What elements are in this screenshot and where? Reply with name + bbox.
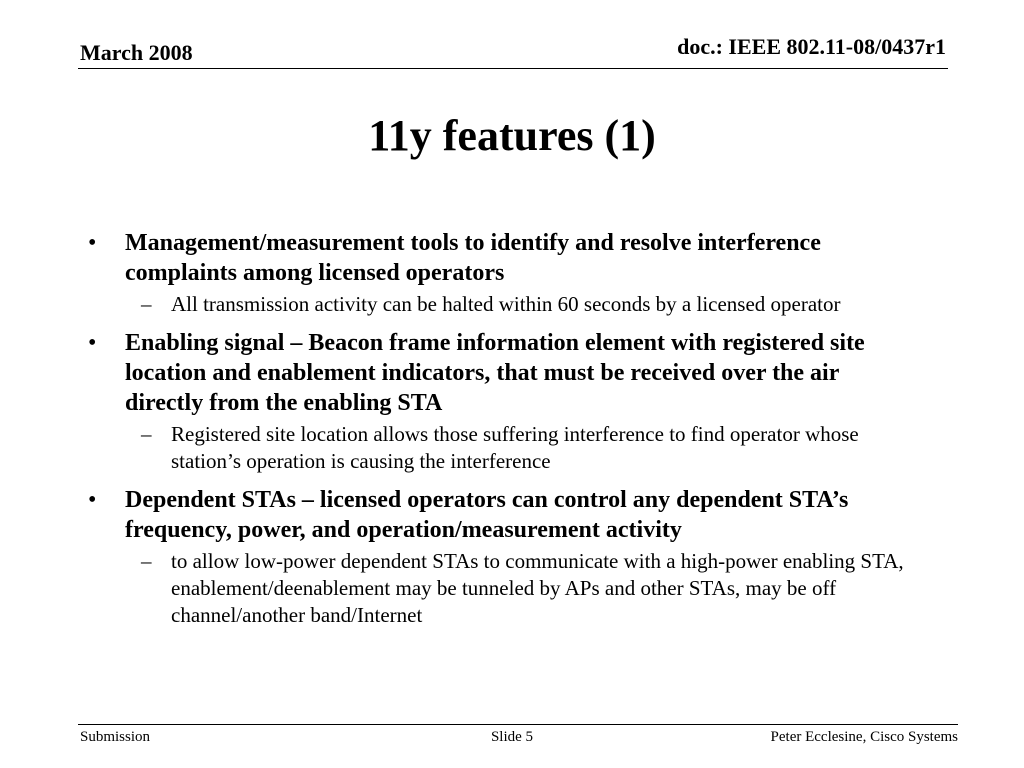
- bullet-mark: •: [88, 330, 97, 356]
- dash-mark: –: [141, 549, 152, 573]
- bullet-text: Management/measurement tools to identify and resolve interference complaints among licensed operators: [125, 230, 821, 286]
- sub-item: [88, 421, 918, 475]
- slide-body: [88, 228, 918, 639]
- header-doc-id: doc.: IEEE 802.11-08/0437r1: [677, 34, 946, 59]
- footer-slide-number: Slide 5: [490, 729, 534, 745]
- bullet-text: Dependent STAs – licensed operators can control any dependent STA’s frequency, power, and operation/measurement activity: [125, 487, 849, 543]
- footer-submission: Submission: [80, 729, 151, 745]
- sub-text: to allow low-power dependent STAs to communicate with a high-power enabling STA, enablement/deenablement may be tunneled by APs and other STAs, may be off channel/another band/Internet: [171, 549, 904, 627]
- sub-item: [88, 548, 918, 629]
- dash-mark: –: [141, 422, 152, 446]
- sub-text: All transmission activity can be halted within 60 seconds by a licensed operator: [171, 292, 841, 316]
- bullet-text: Enabling signal – Beacon frame information element with registered site location and enablement indicators, that must be received over the air directly from the enabling STA: [125, 330, 865, 416]
- slide-title: 11y features (1): [368, 111, 656, 160]
- sub-text: Registered site location allows those suffering interference to find operator whose station’s operation is causing the interference: [171, 422, 859, 473]
- footer-rule: [78, 724, 958, 725]
- bullet-mark: •: [88, 487, 97, 513]
- sub-item: [88, 291, 918, 318]
- header-rule: [78, 68, 948, 69]
- bullet-item: [88, 485, 918, 545]
- bullet-item: [88, 328, 918, 418]
- dash-mark: –: [141, 292, 152, 316]
- bullet-item: [88, 228, 918, 288]
- header-date: March 2008: [80, 40, 193, 65]
- bullet-mark: •: [88, 230, 97, 256]
- footer-author: Peter Ecclesine, Cisco Systems: [770, 729, 958, 745]
